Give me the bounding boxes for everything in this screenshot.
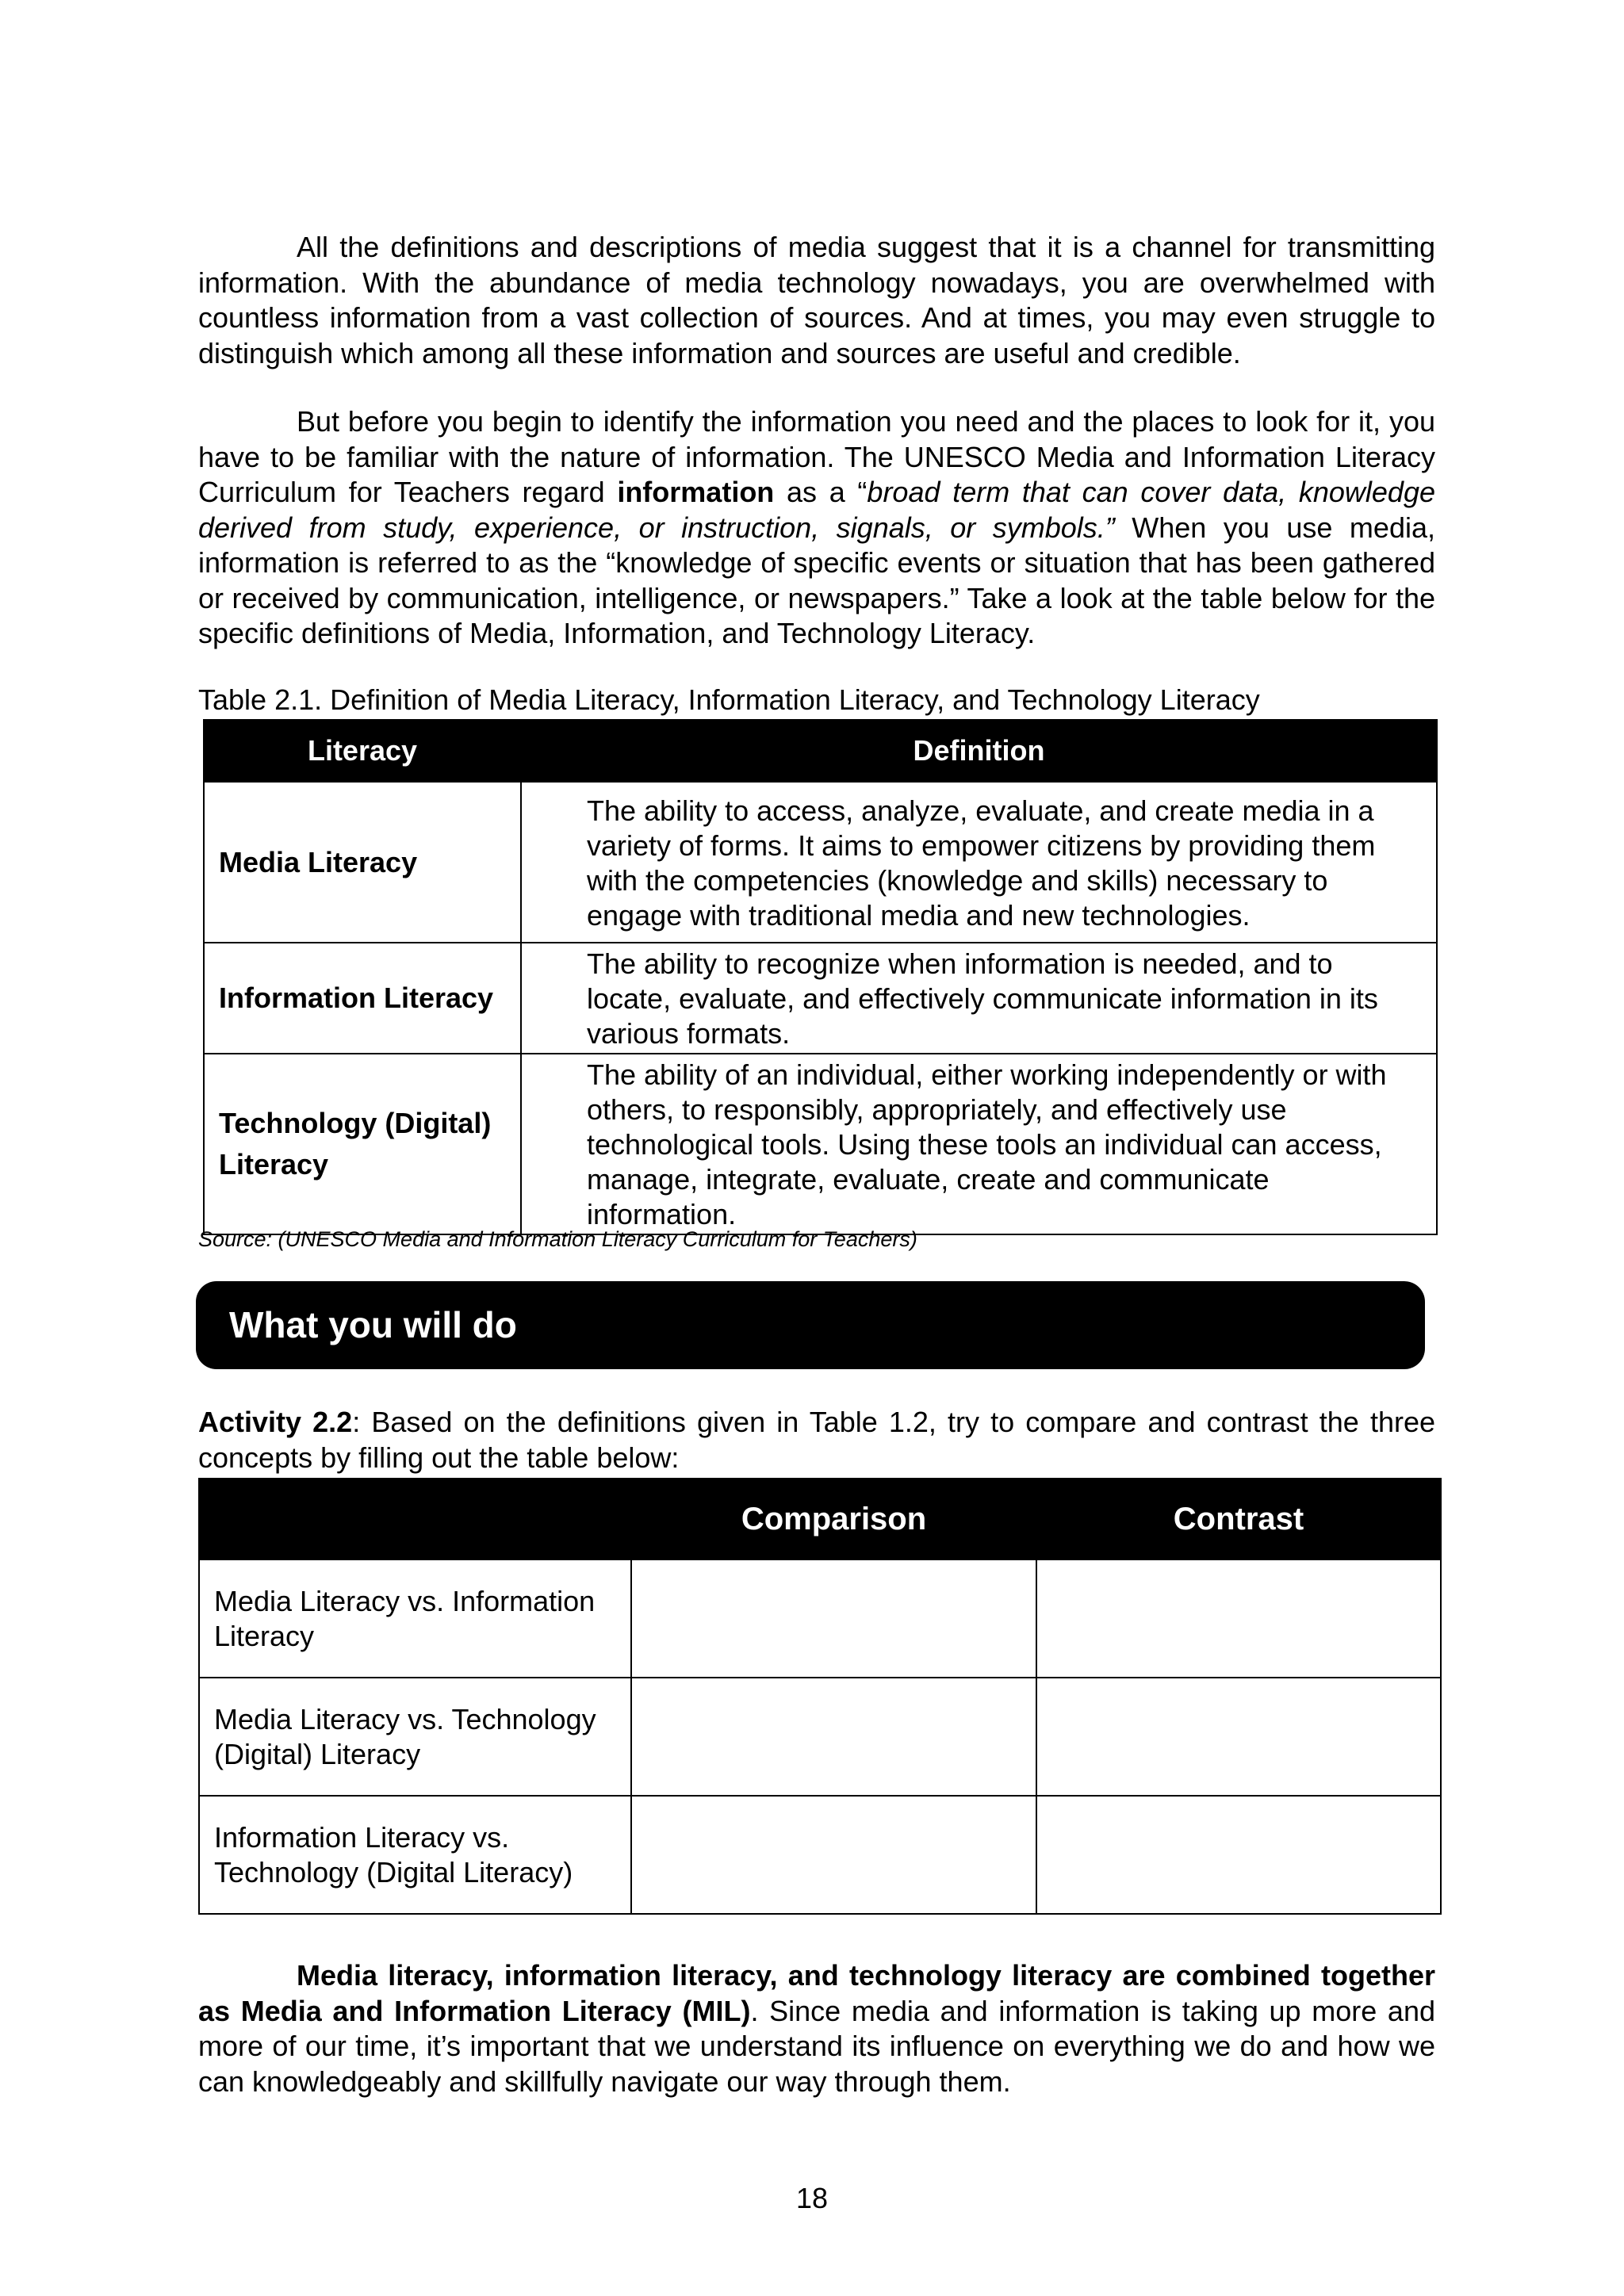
paragraph-text: But before you begin to identify the information you need and the places to look for it, you have to be familiar with the nature of information. The UNESCO Media and Information Literacy Curriculum for Teachers regard <box>198 405 1435 508</box>
table-row <box>204 782 1437 943</box>
header-definition: Definition <box>521 720 1437 782</box>
comparison-cell[interactable] <box>631 1796 1036 1914</box>
contrast-cell[interactable] <box>1036 1559 1441 1678</box>
definition-cell: The ability to access, analyze, evaluate, and create media in a variety of forms. It aims to empower citizens by providing them with the competencies (knowledge and skills) necessary to engage with traditional media and new technologies. <box>521 782 1437 943</box>
comparison-cell[interactable] <box>631 1559 1036 1678</box>
row-label: Information Literacy vs. Technology (Digital Literacy) <box>199 1796 631 1914</box>
intro-paragraph: All the definitions and descriptions of media suggest that it is a channel for transmitting information. With the abundance of media technology nowadays, you are overwhelmed with countless information from a vast collection of sources. And at times, you may even struggle to distinguish which among all these information and sources are useful and credible. <box>198 231 1435 369</box>
row-label: Media Literacy vs. Information Literacy <box>199 1559 631 1678</box>
contrast-cell[interactable] <box>1036 1678 1441 1796</box>
italic-quote: broad term that can cover data, knowledge derived from study, experience, or instruction, signals, or symbols.” <box>198 476 1435 544</box>
table-source: Source: (UNESCO Media and Information Literacy Curriculum for Teachers) <box>198 1227 917 1251</box>
activity-text: : Based on the definitions given in Table 1.2, try to compare and contrast the three concepts by filling out the table below: <box>198 1406 1435 1474</box>
table-row <box>199 1678 1441 1796</box>
activity-table <box>198 1478 1442 1915</box>
header-literacy: Literacy <box>204 720 521 782</box>
table-row <box>204 943 1437 1054</box>
header-blank <box>199 1479 631 1559</box>
paragraph-text: When you use media, information is referred to as the “knowledge of specific events or situation that has been gathered or received by communication, intelligence, or newspapers.” Take a look at the table below for the specific definitions of Media, Information, and Technology Literacy. <box>198 511 1435 649</box>
table-row <box>199 1796 1441 1914</box>
bold-term: information <box>617 476 775 508</box>
header-comparison: Comparison <box>631 1479 1036 1559</box>
page-number: 18 <box>795 2182 829 2214</box>
definition-table <box>203 719 1438 1235</box>
information-definition-paragraph <box>198 404 1435 652</box>
bold-statement: Media literacy, information literacy, and technology literacy are combined together as Media and Information Literacy (MIL) <box>198 1959 1435 2027</box>
paragraph-text: . Since media and information is taking up more and more of our time, it’s important that we understand its influence on everything we do and how we can knowledgeably and skillfully navigate our way through them. <box>198 1994 1435 2098</box>
paragraph-text: as a “ <box>774 476 868 508</box>
activity-instructions <box>198 1405 1435 1475</box>
activity-label: Activity 2.2 <box>198 1406 353 1438</box>
table-row <box>204 1054 1437 1234</box>
definition-cell: The ability of an individual, either working independently or with others, to responsibly, appropriately, and effectively use technological tools. Using these tools an individual can access, manage, integrate, evaluate, create and communicate information. <box>521 1054 1437 1234</box>
term-cell: Information Literacy <box>204 943 521 1054</box>
header-contrast: Contrast <box>1036 1479 1441 1559</box>
comparison-cell[interactable] <box>631 1678 1036 1796</box>
table-header-row <box>204 720 1437 782</box>
mil-paragraph <box>198 1958 1435 2099</box>
table-header-row <box>199 1479 1441 1559</box>
term-cell: Technology (Digital) Literacy <box>204 1054 521 1234</box>
table-caption: Table 2.1. Definition of Media Literacy, Information Literacy, and Technology Literacy <box>198 683 1260 716</box>
term-cell: Media Literacy <box>204 782 521 943</box>
banner-title: What you will do <box>229 1304 517 1345</box>
section-banner <box>196 1281 1425 1369</box>
contrast-cell[interactable] <box>1036 1796 1441 1914</box>
definition-cell: The ability to recognize when information is needed, and to locate, evaluate, and effectively communicate information in its various formats. <box>521 943 1437 1054</box>
row-label: Media Literacy vs. Technology (Digital) Literacy <box>199 1678 631 1796</box>
table-row <box>199 1559 1441 1678</box>
